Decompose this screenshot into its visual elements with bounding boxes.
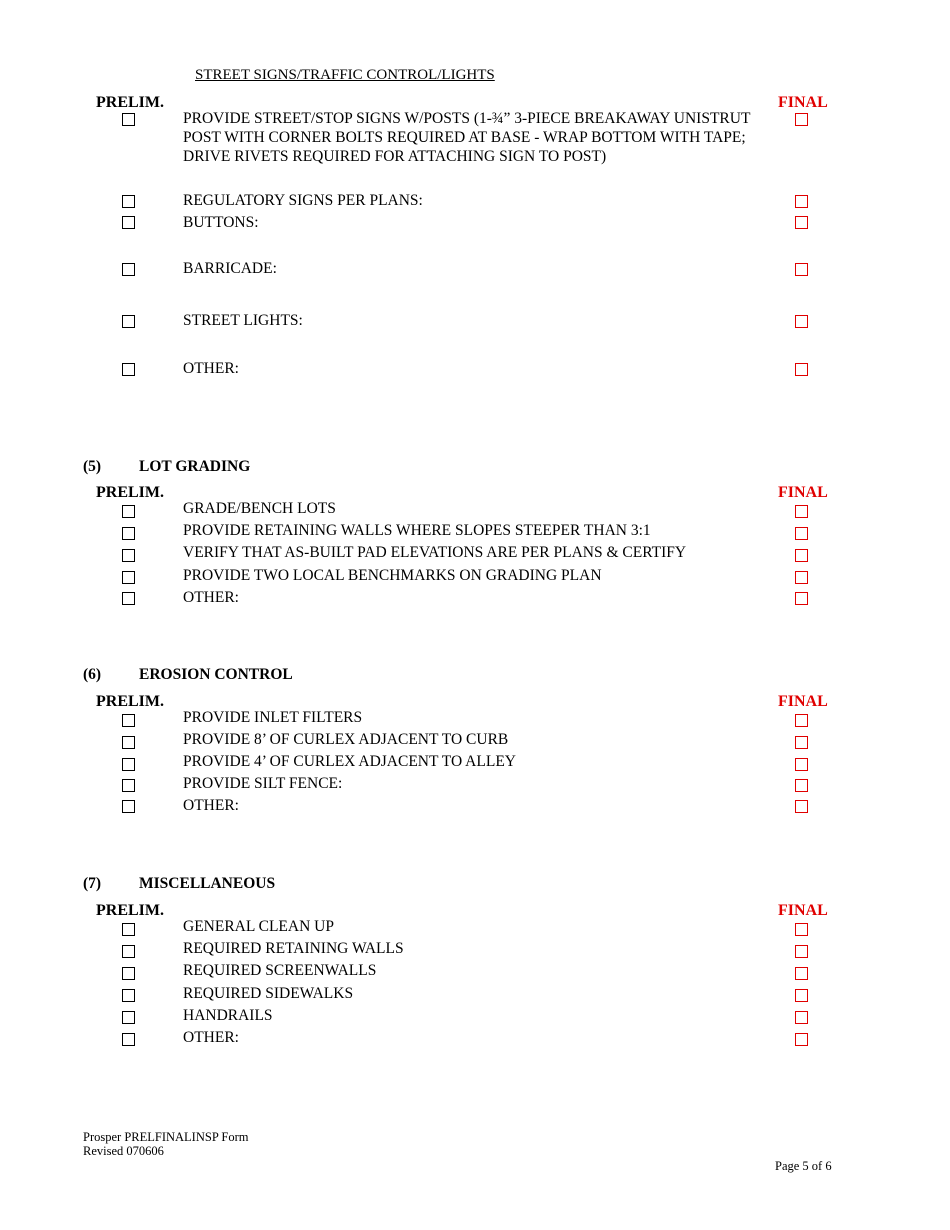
prelim-checkbox[interactable] (122, 549, 135, 562)
prelim-checkbox[interactable] (122, 315, 135, 328)
checklist-item: STREET LIGHTS: (183, 312, 303, 329)
prelim-checkbox[interactable] (122, 571, 135, 584)
prelim-checkbox[interactable] (122, 923, 135, 936)
final-header: FINAL (778, 693, 828, 710)
prelim-checkbox[interactable] (122, 505, 135, 518)
checklist-item: REQUIRED RETAINING WALLS (183, 940, 404, 957)
prelim-checkbox[interactable] (122, 216, 135, 229)
final-checkbox[interactable] (795, 736, 808, 749)
checklist-item: PROVIDE RETAINING WALLS WHERE SLOPES STEEPER THAN 3:1 (183, 522, 651, 539)
final-checkbox[interactable] (795, 923, 808, 936)
final-checkbox[interactable] (795, 800, 808, 813)
final-checkbox[interactable] (795, 315, 808, 328)
prelim-header: PRELIM. (96, 94, 164, 111)
section-title-street-signs: STREET SIGNS/TRAFFIC CONTROL/LIGHTS (195, 67, 495, 83)
prelim-checkbox[interactable] (122, 945, 135, 958)
prelim-checkbox[interactable] (122, 758, 135, 771)
checklist-item: PROVIDE STREET/STOP SIGNS W/POSTS (1-¾” 3-PIECE BREAKAWAY UNISTRUT POST WITH CORNER BOLTS REQUIRED AT BASE - WRAP BOTTOM WITH TAPE; DRIVE RIVETS REQUIRED FOR ATTACHING SIGN TO POST) (183, 110, 751, 165)
final-header: FINAL (778, 484, 828, 501)
prelim-checkbox[interactable] (122, 592, 135, 605)
final-checkbox[interactable] (795, 113, 808, 126)
prelim-checkbox[interactable] (122, 527, 135, 540)
section-number: (5) (83, 458, 102, 475)
prelim-checkbox[interactable] (122, 800, 135, 813)
checklist-item: PROVIDE 4’ OF CURLEX ADJACENT TO ALLEY (183, 753, 516, 770)
checklist-item: OTHER: (183, 589, 239, 606)
checklist-item: PROVIDE SILT FENCE: (183, 775, 343, 792)
checklist-item: PROVIDE 8’ OF CURLEX ADJACENT TO CURB (183, 731, 509, 748)
checklist-item: PROVIDE INLET FILTERS (183, 709, 363, 726)
final-checkbox[interactable] (795, 363, 808, 376)
checklist-item: HANDRAILS (183, 1007, 273, 1024)
checklist-item: REQUIRED SIDEWALKS (183, 985, 354, 1002)
section-title-erosion-control: EROSION CONTROL (139, 666, 293, 683)
checklist-item: REGULATORY SIGNS PER PLANS: (183, 192, 423, 209)
footer-form-name: Prosper PRELFINALINSP Form (83, 1130, 249, 1144)
final-checkbox[interactable] (795, 592, 808, 605)
checklist-item: BARRICADE: (183, 260, 277, 277)
final-checkbox[interactable] (795, 195, 808, 208)
prelim-checkbox[interactable] (122, 113, 135, 126)
prelim-checkbox[interactable] (122, 363, 135, 376)
checklist-item: OTHER: (183, 797, 239, 814)
final-header: FINAL (778, 902, 828, 919)
final-checkbox[interactable] (795, 758, 808, 771)
final-checkbox[interactable] (795, 967, 808, 980)
prelim-checkbox[interactable] (122, 989, 135, 1002)
final-checkbox[interactable] (795, 549, 808, 562)
prelim-checkbox[interactable] (122, 195, 135, 208)
section-title-miscellaneous: MISCELLANEOUS (139, 875, 276, 892)
footer-revised: Revised 070606 (83, 1144, 164, 1158)
final-checkbox[interactable] (795, 779, 808, 792)
checklist-item: BUTTONS: (183, 214, 259, 231)
final-checkbox[interactable] (795, 989, 808, 1002)
final-checkbox[interactable] (795, 571, 808, 584)
prelim-checkbox[interactable] (122, 714, 135, 727)
final-checkbox[interactable] (795, 714, 808, 727)
footer-page-number: Page 5 of 6 (775, 1159, 832, 1173)
final-checkbox[interactable] (795, 505, 808, 518)
final-header: FINAL (778, 94, 828, 111)
checklist-item: OTHER: (183, 360, 239, 377)
section-number: (6) (83, 666, 102, 683)
final-checkbox[interactable] (795, 263, 808, 276)
checklist-item: GRADE/BENCH LOTS (183, 500, 336, 517)
prelim-checkbox[interactable] (122, 1011, 135, 1024)
checklist-item: VERIFY THAT AS-BUILT PAD ELEVATIONS ARE PER PLANS & CERTIFY (183, 544, 687, 561)
checklist-item: GENERAL CLEAN UP (183, 918, 334, 935)
final-checkbox[interactable] (795, 945, 808, 958)
prelim-checkbox[interactable] (122, 1033, 135, 1046)
checklist-item: OTHER: (183, 1029, 239, 1046)
prelim-checkbox[interactable] (122, 779, 135, 792)
final-checkbox[interactable] (795, 216, 808, 229)
prelim-checkbox[interactable] (122, 736, 135, 749)
prelim-checkbox[interactable] (122, 263, 135, 276)
section-number: (7) (83, 875, 102, 892)
prelim-header: PRELIM. (96, 693, 164, 710)
prelim-checkbox[interactable] (122, 967, 135, 980)
checklist-item: PROVIDE TWO LOCAL BENCHMARKS ON GRADING PLAN (183, 567, 602, 584)
final-checkbox[interactable] (795, 1033, 808, 1046)
prelim-header: PRELIM. (96, 902, 164, 919)
final-checkbox[interactable] (795, 1011, 808, 1024)
section-title-lot-grading: LOT GRADING (139, 458, 251, 475)
checklist-item: REQUIRED SCREENWALLS (183, 962, 377, 979)
prelim-header: PRELIM. (96, 484, 164, 501)
final-checkbox[interactable] (795, 527, 808, 540)
